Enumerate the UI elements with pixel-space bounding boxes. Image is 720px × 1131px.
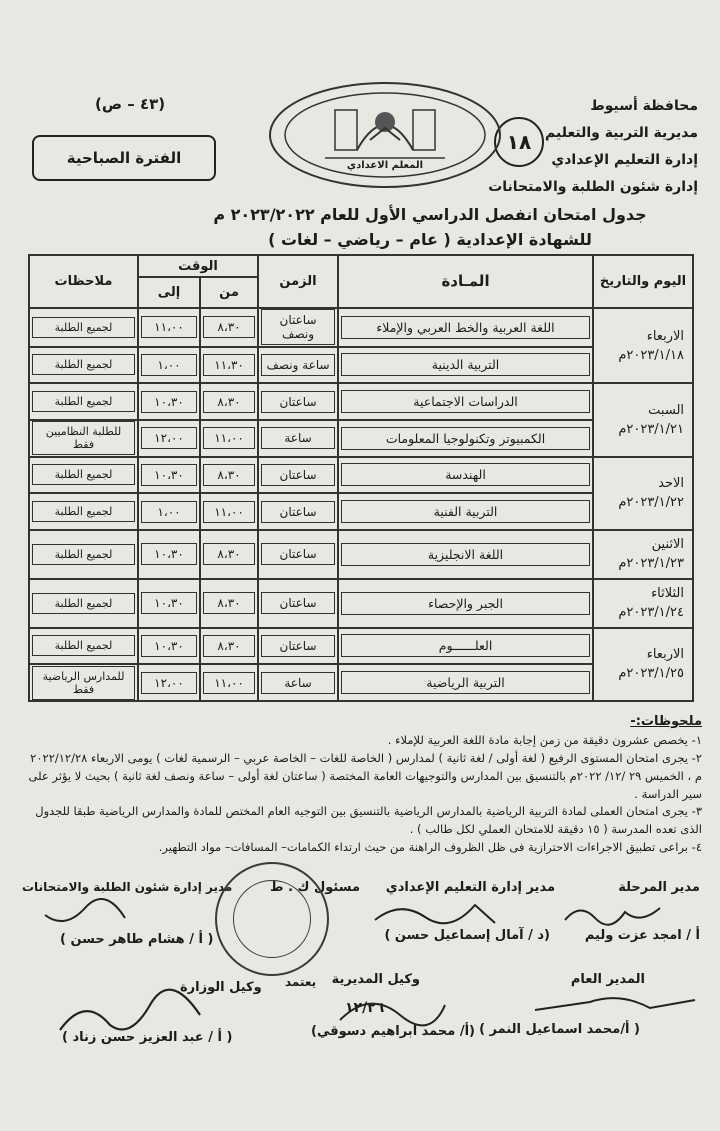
day-name: الثلاثاء	[651, 586, 685, 602]
signature-name-undersecretary: ( أ / عبد العزيز حسن زناد )	[62, 1030, 233, 1045]
header-time: الوقت	[138, 255, 258, 277]
time-from-cell-text: ٨،٣٠	[203, 592, 255, 614]
header-to: إلى	[138, 277, 200, 308]
header-day: اليوم والتاريخ	[593, 255, 693, 308]
signature-scribble-deputy	[330, 990, 450, 1030]
time-from-cell	[200, 628, 258, 665]
day-date-cell	[593, 628, 693, 701]
time-from-cell-text: ٨،٣٠	[203, 543, 255, 565]
subject-cell-text: اللغة الانجليزية	[341, 543, 590, 566]
header-subject: المـادة	[338, 255, 593, 308]
day-name: الاثنين	[651, 537, 685, 553]
signature-title-deputy: وكيل المديرية	[331, 972, 420, 987]
day-date-cell	[593, 308, 693, 383]
duration-cell	[258, 308, 338, 347]
signature-title-kt: مسئول ك . ط	[270, 880, 360, 895]
time-to-cell-text: ١،٠٠	[141, 501, 197, 523]
note-item: ٣- يجرى امتحان العملى لمادة التربية الرياضية بالمدارس الرياضية بالتنسيق بين التوجيه العام المختص للمادة والمدارس الرياضية طبقا للجدول الذى تعده المدرسة ( ١٥ دقيقة للامتحان العملي لكل طالب ) .	[35, 804, 702, 837]
subject-cell-text: التربية الرياضية	[341, 671, 590, 694]
time-to-cell	[138, 493, 200, 530]
note-cell	[29, 664, 138, 701]
day-date-cell	[593, 457, 693, 530]
signature-title-stage: مدير المرحلة	[618, 880, 700, 895]
form-code: (٤٣ – ص)	[95, 95, 166, 113]
subject-cell	[338, 579, 593, 628]
time-from-cell-text: ٨،٣٠	[203, 464, 255, 486]
duration-cell-text: ساعة ونصف	[261, 354, 335, 376]
signature-title-undersecretary: وكيل الوزارة	[180, 980, 262, 995]
time-to-cell	[138, 628, 200, 665]
day-name: الاحد	[658, 476, 685, 492]
signature-scribble-general	[530, 990, 700, 1020]
signature-name-stage: أ / امجد عزت وليم	[584, 928, 700, 943]
handwritten-date: ١٢/٢٦	[345, 1000, 385, 1016]
time-to-cell	[138, 457, 200, 494]
duration-cell-text: ساعتان	[261, 501, 335, 523]
official-stamp	[215, 862, 329, 976]
subject-cell-text: الدراسات الاجتماعية	[341, 390, 590, 413]
header-duration: الزمن	[258, 255, 338, 308]
day-date-cell	[593, 579, 693, 628]
time-from-cell	[200, 493, 258, 530]
subject-cell	[338, 628, 593, 665]
exam-date: ٢٠٢٣/١/١٨م	[618, 347, 685, 363]
time-from-cell	[200, 308, 258, 347]
time-to-cell	[138, 579, 200, 628]
time-from-cell-text: ٨،٣٠	[203, 391, 255, 413]
note-cell-text: للطلبة النظاميين فقط	[32, 421, 135, 455]
header-from: من	[200, 277, 258, 308]
time-to-cell-text: ١٢،٠٠	[141, 672, 197, 694]
directorate-line: مديرية التربية والتعليم	[545, 125, 698, 141]
time-from-cell	[200, 579, 258, 628]
signature-scribble-students	[40, 900, 130, 930]
signature-name-deputy: (أ/ محمد ابراهيم دسوقي)	[311, 1024, 475, 1039]
time-to-cell	[138, 383, 200, 420]
note-cell-text: للمدارس الرياضية فقط	[32, 666, 135, 700]
ministry-logo	[265, 80, 505, 190]
subject-cell-text: اللغة العربية والخط العربي والإملاء	[341, 316, 590, 339]
notes-heading: ملحوظات:-	[630, 714, 702, 729]
subject-cell-text: الكمبيوتر وتكنولوجيا المعلومات	[341, 427, 590, 450]
time-from-cell-text: ١١،٠٠	[203, 501, 255, 523]
note-cell	[29, 493, 138, 530]
duration-cell	[258, 383, 338, 420]
duration-cell-text: ساعتان	[261, 391, 335, 413]
department-line: إدارة التعليم الإعدادي	[551, 152, 698, 168]
note-cell-text: لجميع الطلبة	[32, 593, 135, 614]
time-from-cell	[200, 347, 258, 384]
note-cell-text: لجميع الطلبة	[32, 501, 135, 522]
header-notes: ملاحظات	[29, 255, 138, 308]
note-cell	[29, 420, 138, 457]
subject-cell	[338, 664, 593, 701]
signature-title-students: مدير إدارة شئون الطلبة والامتحانات	[22, 880, 233, 894]
exam-date: ٢٠٢٣/١/٢٢م	[618, 495, 685, 511]
note-cell	[29, 308, 138, 347]
duration-cell	[258, 664, 338, 701]
time-from-cell-text: ١١،٠٠	[203, 427, 255, 449]
time-to-cell-text: ١٠،٣٠	[141, 592, 197, 614]
exam-date: ٢٠٢٣/١/٢٣م	[618, 556, 685, 572]
time-to-cell-text: ١٠،٣٠	[141, 635, 197, 657]
note-cell	[29, 530, 138, 579]
note-cell-text: لجميع الطلبة	[32, 464, 135, 485]
schedule-subtitle: للشهادة الإعدادية ( عام – رياضي – لغات )	[268, 230, 592, 249]
duration-cell	[258, 530, 338, 579]
note-cell-text: لجميع الطلبة	[32, 544, 135, 565]
signature-name-general: ( أ/محمد اسماعيل النمر )	[479, 1022, 640, 1037]
time-from-cell-text: ٨،٣٠	[203, 635, 255, 657]
table-row	[29, 530, 693, 579]
handwritten-approval: يعتمد	[285, 975, 317, 989]
exam-date: ٢٠٢٣/١/٢١م	[618, 421, 685, 437]
duration-cell	[258, 579, 338, 628]
schedule-title: جدول امتحان انفصل الدراسي الأول للعام ٢٠٢٣/٢٠٢٢ م	[213, 205, 647, 224]
exam-schedule-table	[28, 254, 694, 702]
note-cell-text: لجميع الطلبة	[32, 354, 135, 375]
table-row	[29, 457, 693, 494]
time-to-cell-text: ١،٠٠	[141, 354, 197, 376]
duration-cell-text: ساعتان	[261, 543, 335, 565]
time-to-cell	[138, 530, 200, 579]
subject-cell	[338, 493, 593, 530]
duration-cell	[258, 347, 338, 384]
note-item: ٢- يجرى امتحان المستوى الرفيع ( لغة أولى / لغة ثانية ) لمدارس ( الخاصة للغات – الخاصة عربي – الرسمية لغات ) يومى الاربعاء ٢٠٢٢/١٢/٢٨ م ، الخميس ٢٩ /١٢/ ٢٠٢٢م بالتنسيق بين المدارس والتوجيهات العامة المختصة ( ساعتان لغة أولى – ساعة ونصف لغة ثانية ) بحيث لا يؤثر على سير الدراسة .	[28, 750, 702, 801]
day-date-cell	[593, 530, 693, 579]
time-from-cell-text: ١١،٠٠	[203, 672, 255, 694]
logo-caption: المعلم الاعدادي	[346, 160, 424, 171]
duration-cell	[258, 628, 338, 665]
time-to-cell	[138, 308, 200, 347]
subject-cell-text: الجبر والإحصاء	[341, 592, 590, 615]
time-to-cell	[138, 664, 200, 701]
subject-cell	[338, 383, 593, 420]
signature-scribble-undersecretary	[55, 990, 205, 1040]
note-cell	[29, 579, 138, 628]
time-from-cell-text: ٨،٣٠	[203, 316, 255, 338]
note-cell-text: لجميع الطلبة	[32, 391, 135, 412]
time-to-cell	[138, 347, 200, 384]
note-item: ١- يخصص عشرون دقيقة من زمن إجابة مادة اللغة العربية للإملاء .	[387, 733, 702, 748]
note-cell	[29, 347, 138, 384]
governorate-line: محافظة أسيوط	[590, 98, 698, 114]
logo-emblem-icon	[265, 80, 505, 190]
table-row	[29, 383, 693, 420]
duration-cell	[258, 457, 338, 494]
table-row	[29, 579, 693, 628]
exam-date: ٢٠٢٣/١/٢٥م	[618, 666, 685, 682]
office-line: إدارة شئون الطلبة والامتحانات	[488, 179, 698, 195]
day-name: السبت	[648, 402, 685, 418]
subject-cell	[338, 420, 593, 457]
subject-cell	[338, 347, 593, 384]
notes-section	[22, 712, 702, 857]
subject-cell	[338, 457, 593, 494]
signature-name-prep: (د / آمال إسماعيل حسن )	[384, 928, 550, 943]
day-date-cell	[593, 383, 693, 456]
subject-cell-text: العلــــــوم	[341, 634, 590, 657]
duration-cell-text: ساعتان	[261, 592, 335, 614]
signature-scribble-prep	[370, 895, 500, 930]
subject-cell	[338, 530, 593, 579]
time-to-cell-text: ١٠،٣٠	[141, 464, 197, 486]
duration-cell	[258, 420, 338, 457]
signature-name-students: ( أ / هشام طاهر حسن )	[60, 932, 214, 947]
note-cell	[29, 628, 138, 665]
time-to-cell-text: ١٠،٣٠	[141, 391, 197, 413]
time-to-cell-text: ١٢،٠٠	[141, 427, 197, 449]
subject-cell-text: التربية الدينية	[341, 353, 590, 376]
duration-cell-text: ساعة	[261, 672, 335, 694]
note-cell-text: لجميع الطلبة	[32, 635, 135, 656]
note-cell	[29, 383, 138, 420]
duration-cell-text: ساعتان ونصف	[261, 309, 335, 345]
signature-scribble-stage	[560, 900, 670, 930]
duration-cell	[258, 493, 338, 530]
time-to-cell-text: ١١،٠٠	[141, 316, 197, 338]
signature-title-general: المدير العام	[570, 972, 645, 987]
subject-cell-text: الهندسة	[341, 463, 590, 486]
day-name: الاربعاء	[646, 328, 685, 344]
table-row	[29, 308, 693, 347]
time-from-cell	[200, 383, 258, 420]
note-cell-text: لجميع الطلبة	[32, 317, 135, 338]
day-name: الاربعاء	[646, 647, 685, 663]
number-circle: ١٨	[494, 117, 544, 167]
duration-cell-text: ساعتان	[261, 635, 335, 657]
time-from-cell	[200, 664, 258, 701]
subject-cell-text: التربية الفنية	[341, 500, 590, 523]
time-to-cell	[138, 420, 200, 457]
note-item: ٤- براعى تطبيق الاجراءات الاحترازية فى ظل الظروف الراهنة من حيث ارتداء الكمامات– المسافات– مواد التطهير.	[158, 840, 702, 855]
time-from-cell-text: ١١،٣٠	[203, 354, 255, 376]
subject-cell	[338, 308, 593, 347]
time-from-cell	[200, 457, 258, 494]
duration-cell-text: ساعتان	[261, 464, 335, 486]
signature-title-prep: مدير إدارة التعليم الإعدادي	[385, 880, 555, 895]
time-to-cell-text: ١٠،٣٠	[141, 543, 197, 565]
table-row	[29, 628, 693, 665]
time-from-cell	[200, 420, 258, 457]
duration-cell-text: ساعة	[261, 427, 335, 449]
time-from-cell	[200, 530, 258, 579]
exam-date: ٢٠٢٣/١/٢٤م	[618, 605, 685, 621]
period-box: الفترة الصباحية	[32, 135, 216, 181]
note-cell	[29, 457, 138, 494]
